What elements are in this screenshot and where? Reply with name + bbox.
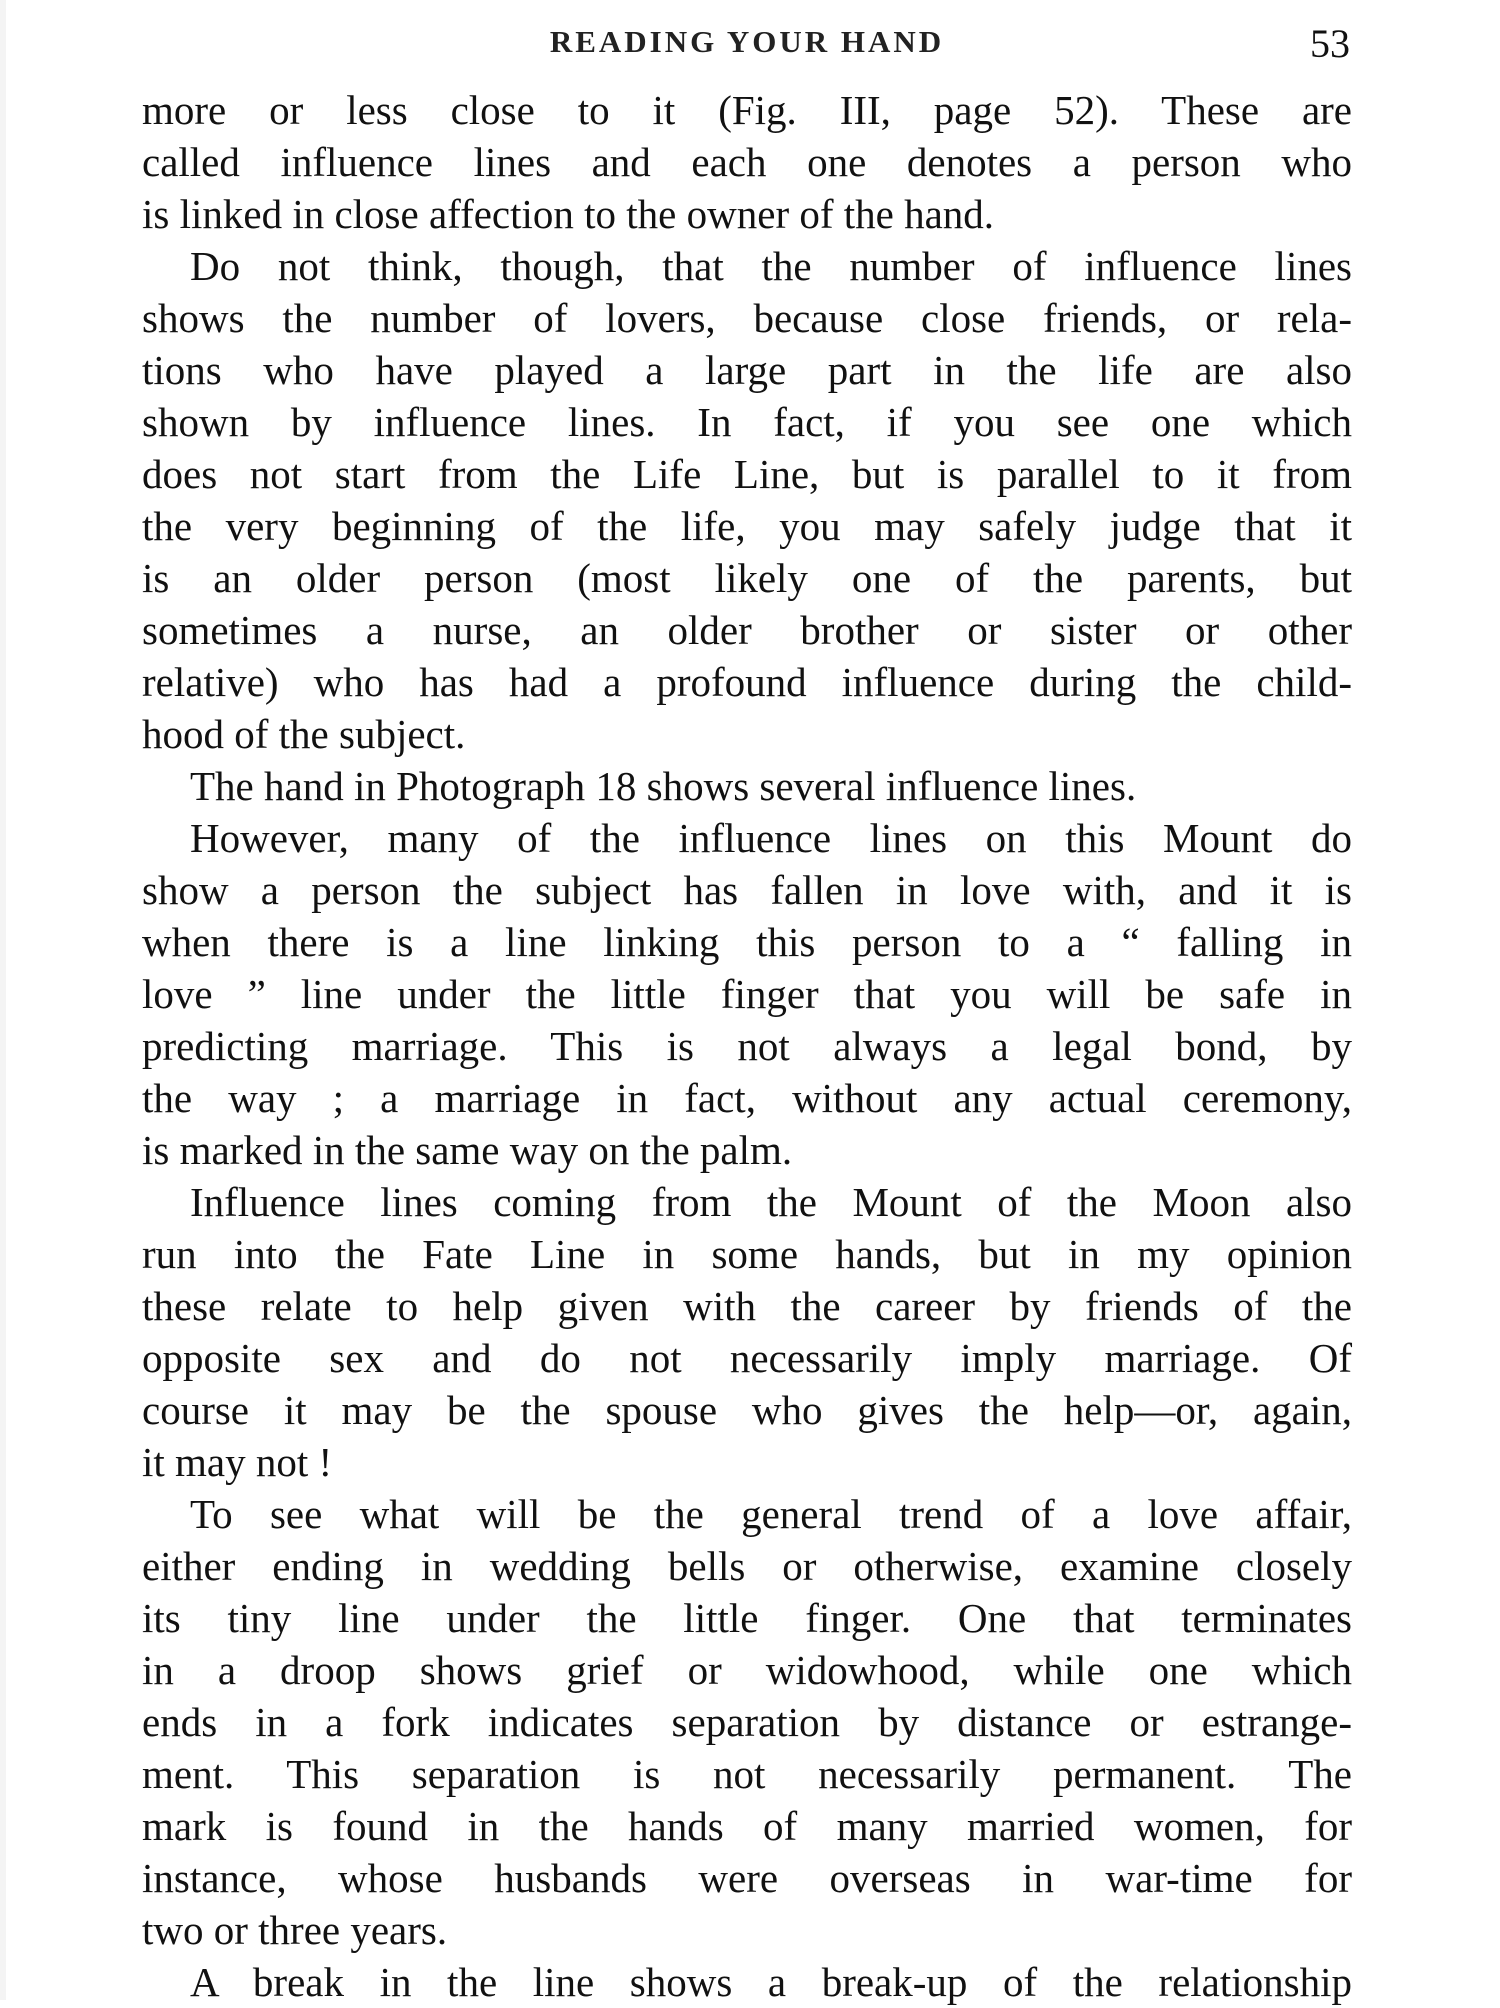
text-line: mark is found in the hands of many married women, for [142,1803,1352,1849]
paragraph-start-line: Do not think, though, that the number of influence lines [190,243,1352,289]
text-line: the very beginning of the life, you may safely judge that it [142,503,1352,549]
running-head: READING YOUR HAND [549,24,945,59]
text-line: love ” line under the little finger that you will be safe in [142,971,1352,1017]
body-text [142,84,1352,2008]
text-line: predicting marriage. This is not always a legal bond, by [142,1023,1352,1069]
page-edge [0,0,6,2000]
text-line: these relate to help given with the career by friends of the [142,1283,1352,1329]
text-line: it may not ! [142,1439,333,1485]
text-line: more or less close to it (Fig. III, page 52). These are [142,87,1352,133]
text-line: when there is a line linking this person to a “ falling in [142,919,1352,965]
text-line: run into the Fate Line in some hands, but in my opinion [142,1231,1352,1277]
text-line: either ending in wedding bells or otherwise, examine closely [142,1543,1352,1589]
text-line: instance, whose husbands were overseas in war-time for [142,1855,1352,1901]
text-line: show a person the subject has fallen in love with, and it is [142,867,1352,913]
text-line: does not start from the Life Line, but is parallel to it from [142,451,1352,497]
paragraph-start-line: Influence lines coming from the Mount of the Moon also [190,1179,1352,1225]
text-line: tions who have played a large part in the life are also [142,347,1352,393]
text-line: shown by influence lines. In fact, if you see one which [142,399,1352,445]
text-line: called influence lines and each one denotes a person who [142,139,1352,185]
text-line: sometimes a nurse, an older brother or sister or other [142,607,1352,653]
text-line: relative) who has had a profound influence during the child- [142,659,1352,705]
text-line: opposite sex and do not necessarily imply marriage. Of [142,1335,1352,1381]
text-line: ends in a fork indicates separation by distance or estrange- [142,1699,1352,1745]
paragraph-start-line: A break in the line shows a break-up of the relationship [190,1959,1352,2005]
text-line: is an older person (most likely one of the parents, but [142,555,1352,601]
text-line: ment. This separation is not necessarily permanent. The [142,1751,1352,1797]
text-line: is marked in the same way on the palm. [142,1127,793,1173]
paragraph-start-line: The hand in Photograph 18 shows several influence lines. [190,763,1137,809]
page-header [142,20,1352,76]
text-line: is linked in close affection to the owner of the hand. [142,191,995,237]
text-line: its tiny line under the little finger. One that terminates [142,1595,1352,1641]
text-line: two or three years. [142,1907,448,1953]
text-line: shows the number of lovers, because close friends, or rela- [142,295,1352,341]
paragraph-start-line: However, many of the influence lines on this Mount do [190,815,1352,861]
paragraph-start-line: To see what will be the general trend of a love affair, [190,1491,1352,1537]
text-line: course it may be the spouse who gives the help—or, again, [142,1387,1352,1433]
text-line: the way ; a marriage in fact, without any actual ceremony, [142,1075,1352,1121]
text-line: hood of the subject. [142,711,466,757]
page-number: 53 [1310,21,1350,66]
text-line: in a droop shows grief or widowhood, while one which [142,1647,1352,1693]
